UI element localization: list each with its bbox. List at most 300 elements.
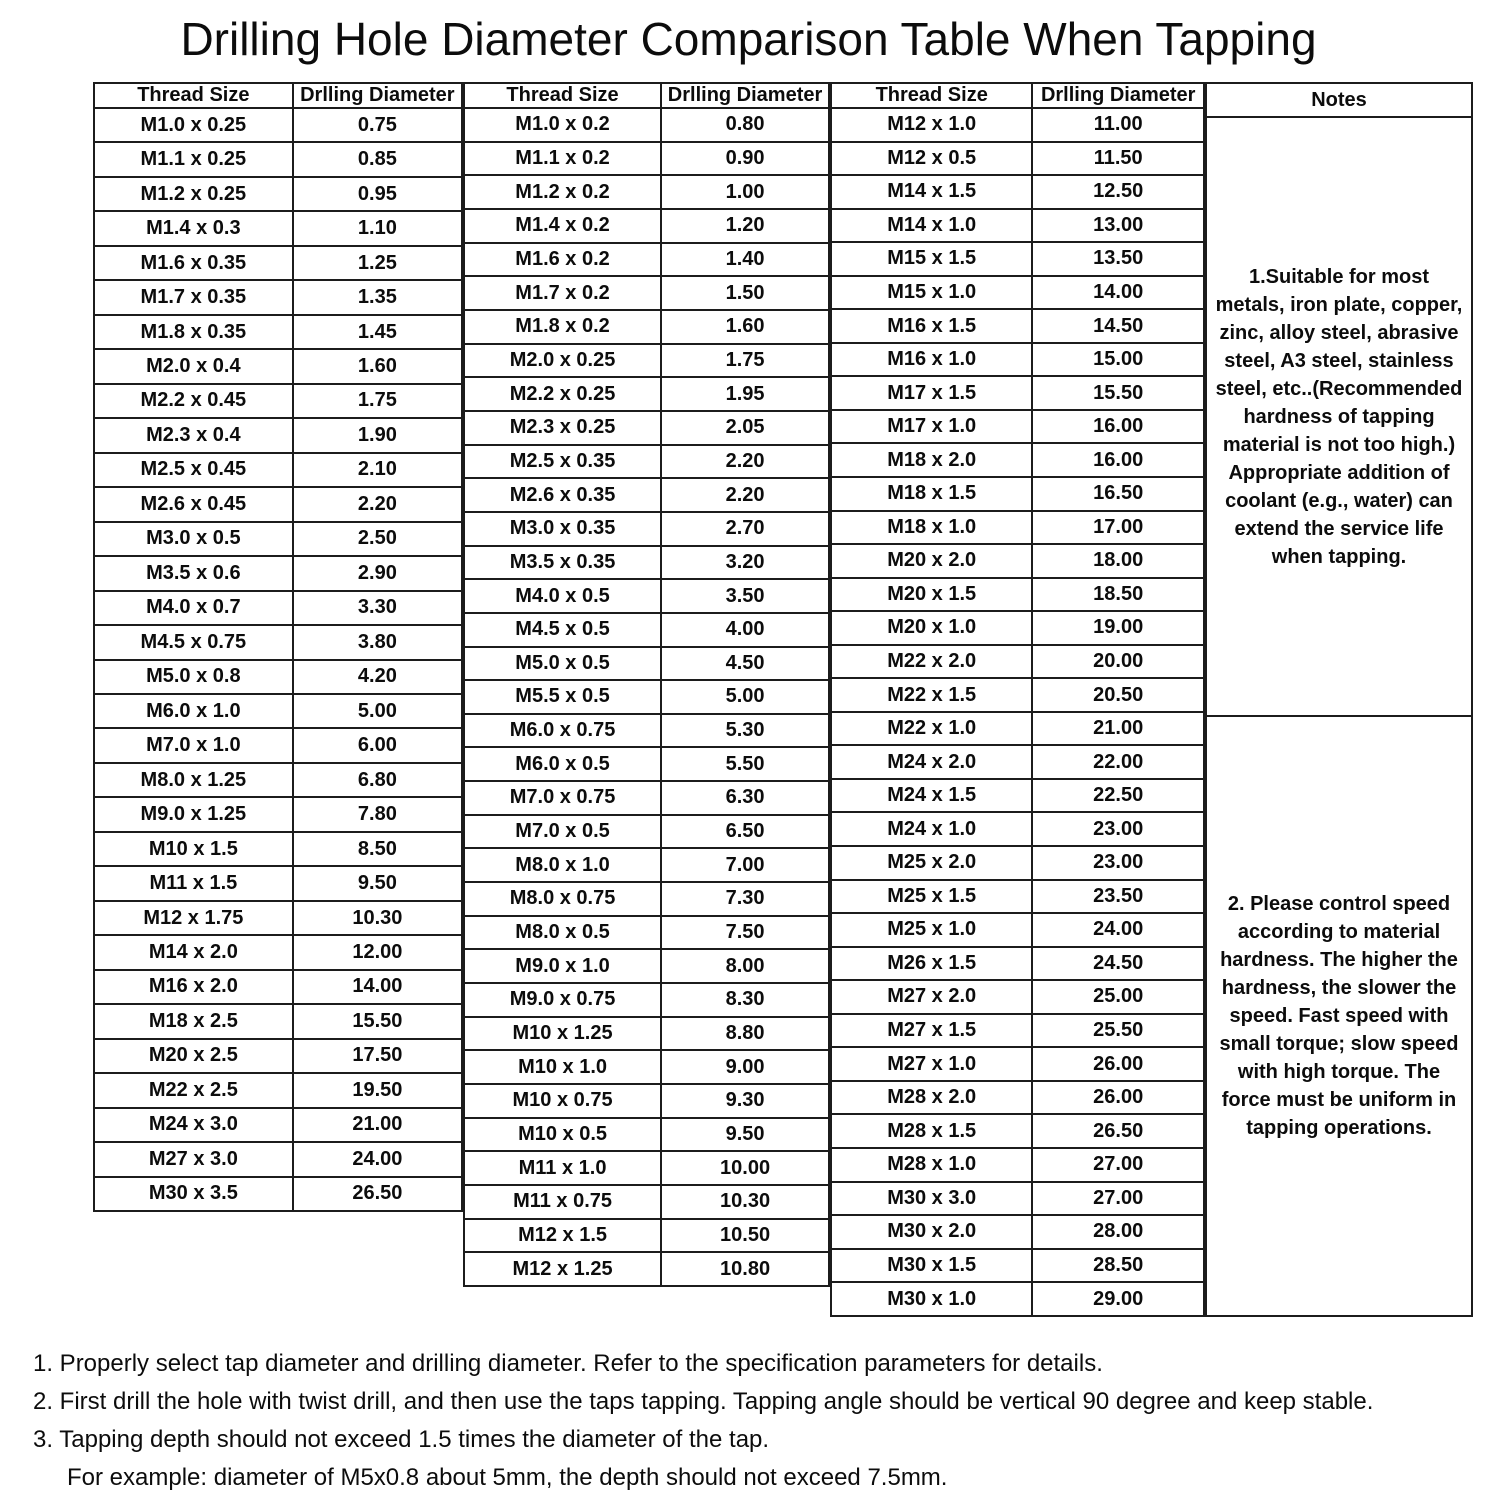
thread-size-cell: M7.0 x 1.0 bbox=[94, 728, 293, 762]
drill-diameter-cell: 19.00 bbox=[1032, 611, 1204, 645]
drill-diameter-cell: 16.00 bbox=[1032, 410, 1204, 444]
drill-diameter-cell: 24.00 bbox=[1032, 913, 1204, 947]
thread-size-cell: M18 x 2.5 bbox=[94, 1004, 293, 1038]
table-row bbox=[464, 815, 829, 849]
thread-size-cell: M27 x 1.5 bbox=[831, 1014, 1032, 1048]
thread-size-cell: M6.0 x 1.0 bbox=[94, 694, 293, 728]
table-row bbox=[464, 1151, 829, 1185]
drill-diameter-cell: 26.00 bbox=[1032, 1047, 1204, 1081]
thread-size-cell: M14 x 1.5 bbox=[831, 175, 1032, 209]
drill-diameter-cell: 1.60 bbox=[293, 349, 462, 383]
table-row bbox=[94, 935, 462, 969]
drill-diameter-cell: 28.50 bbox=[1032, 1249, 1204, 1283]
drill-diameter-cell: 23.00 bbox=[1032, 846, 1204, 880]
page-title: Drilling Hole Diameter Comparison Table When Tapping bbox=[180, 13, 1317, 65]
table-row bbox=[831, 1014, 1204, 1048]
thread-size-cell: M10 x 1.25 bbox=[464, 1017, 661, 1051]
thread-size-cell: M8.0 x 1.0 bbox=[464, 848, 661, 882]
drill-diameter-cell: 6.50 bbox=[661, 815, 829, 849]
table-row bbox=[831, 1249, 1204, 1283]
drill-diameter-cell: 2.90 bbox=[293, 556, 462, 590]
thread-size-cell: M11 x 1.0 bbox=[464, 1151, 661, 1185]
table-row bbox=[831, 544, 1204, 578]
table-row bbox=[94, 866, 462, 900]
thread-size-cell: M17 x 1.0 bbox=[831, 410, 1032, 444]
drill-diameter-cell: 29.00 bbox=[1032, 1282, 1204, 1316]
drill-diameter-cell: 6.30 bbox=[661, 781, 829, 815]
header-row bbox=[94, 83, 462, 108]
thread-size-cell: M20 x 2.5 bbox=[94, 1039, 293, 1073]
table-row bbox=[831, 812, 1204, 846]
table-row bbox=[464, 983, 829, 1017]
thread-size-cell: M1.8 x 0.2 bbox=[464, 310, 661, 344]
table-row bbox=[831, 947, 1204, 981]
drill-diameter-cell: 23.00 bbox=[1032, 812, 1204, 846]
footnote-line: 1. Properly select tap diameter and drilling diameter. Refer to the specification parameters for details. bbox=[33, 1350, 1103, 1377]
thread-size-cell: M28 x 1.5 bbox=[831, 1114, 1032, 1148]
table-row bbox=[464, 781, 829, 815]
table-row bbox=[831, 410, 1204, 444]
thread-size-cell: M3.0 x 0.35 bbox=[464, 512, 661, 546]
drill-diameter-cell: 1.00 bbox=[661, 175, 829, 209]
thread-size-cell: M2.6 x 0.35 bbox=[464, 478, 661, 512]
table-row bbox=[831, 1182, 1204, 1216]
drill-diameter-cell: 22.50 bbox=[1032, 779, 1204, 813]
drill-diameter-cell: 3.50 bbox=[661, 579, 829, 613]
drill-diameter-cell: 20.00 bbox=[1032, 645, 1204, 679]
drill-diameter-cell: 1.60 bbox=[661, 310, 829, 344]
thread-size-cell: M12 x 0.5 bbox=[831, 142, 1032, 176]
drill-diameter-cell: 3.80 bbox=[293, 625, 462, 659]
drill-diameter-cell: 10.50 bbox=[661, 1219, 829, 1253]
table-row bbox=[94, 522, 462, 556]
drill-diameter-cell: 7.50 bbox=[661, 916, 829, 950]
drill-diameter-cell: 1.10 bbox=[293, 211, 462, 245]
drill-diameter-cell: 7.80 bbox=[293, 797, 462, 831]
table-row bbox=[831, 376, 1204, 410]
thread-table-middle bbox=[463, 82, 830, 1287]
drill-diameter-cell: 14.00 bbox=[293, 970, 462, 1004]
table-row bbox=[94, 901, 462, 935]
drill-diameter-cell: 5.00 bbox=[293, 694, 462, 728]
thread-size-cell: M22 x 1.0 bbox=[831, 712, 1032, 746]
table-row bbox=[94, 1108, 462, 1142]
drill-diameter-cell: 25.50 bbox=[1032, 1014, 1204, 1048]
drill-diameter-cell: 4.20 bbox=[293, 660, 462, 694]
table-row bbox=[94, 1039, 462, 1073]
drill-diameter-cell: 13.50 bbox=[1032, 242, 1204, 276]
drill-diameter-cell: 12.50 bbox=[1032, 175, 1204, 209]
thread-size-cell: M1.7 x 0.35 bbox=[94, 280, 293, 314]
table-row bbox=[831, 712, 1204, 746]
table-row bbox=[94, 797, 462, 831]
drill-diameter-cell: 15.00 bbox=[1032, 343, 1204, 377]
drill-diameter-cell: 5.30 bbox=[661, 714, 829, 748]
thread-size-cell: M14 x 1.0 bbox=[831, 209, 1032, 243]
drill-diameter-cell: 8.50 bbox=[293, 832, 462, 866]
thread-size-cell: M1.6 x 0.2 bbox=[464, 243, 661, 277]
comparison-table bbox=[93, 82, 1497, 1317]
table-row bbox=[464, 108, 829, 142]
drill-diameter-cell: 2.20 bbox=[661, 478, 829, 512]
thread-size-cell: M30 x 1.5 bbox=[831, 1249, 1032, 1283]
thread-size-cell: M30 x 3.0 bbox=[831, 1182, 1032, 1216]
table-row bbox=[94, 625, 462, 659]
drill-diameter-cell: 1.75 bbox=[661, 344, 829, 378]
table-row bbox=[94, 1004, 462, 1038]
table-row bbox=[464, 478, 829, 512]
thread-size-cell: M12 x 1.75 bbox=[94, 901, 293, 935]
note-1-cell: 1.Suitable for most metals, iron plate, copper, zinc, alloy steel, abrasive steel, A3 steel, stainless steel, etc..(Recommended hardness of tapping material is not too high.) Appropriate addition of coolant (e.g., water) can extend the service life when tapping. bbox=[1207, 118, 1471, 717]
drill-diameter-cell: 20.50 bbox=[1032, 678, 1204, 712]
thread-size-cell: M14 x 2.0 bbox=[94, 935, 293, 969]
table-row bbox=[94, 453, 462, 487]
thread-size-cell: M17 x 1.5 bbox=[831, 376, 1032, 410]
thread-size-header: Thread Size bbox=[464, 83, 661, 108]
thread-size-cell: M2.2 x 0.45 bbox=[94, 384, 293, 418]
drill-diameter-cell: 14.50 bbox=[1032, 309, 1204, 343]
table-row bbox=[831, 1282, 1204, 1316]
table-row bbox=[94, 315, 462, 349]
thread-size-cell: M27 x 1.0 bbox=[831, 1047, 1032, 1081]
drill-diameter-cell: 8.80 bbox=[661, 1017, 829, 1051]
drill-diameter-cell: 17.00 bbox=[1032, 511, 1204, 545]
thread-size-cell: M10 x 0.75 bbox=[464, 1084, 661, 1118]
drill-diameter-cell: 6.80 bbox=[293, 763, 462, 797]
drill-diameter-header: Drlling Diameter bbox=[293, 83, 462, 108]
drill-diameter-cell: 8.00 bbox=[661, 949, 829, 983]
thread-size-cell: M11 x 0.75 bbox=[464, 1185, 661, 1219]
table-row bbox=[831, 309, 1204, 343]
table-row bbox=[94, 728, 462, 762]
drill-diameter-cell: 25.00 bbox=[1032, 980, 1204, 1014]
table-row bbox=[831, 1215, 1204, 1249]
table-row bbox=[464, 243, 829, 277]
drill-diameter-cell: 7.30 bbox=[661, 882, 829, 916]
thread-size-cell: M9.0 x 1.25 bbox=[94, 797, 293, 831]
drill-diameter-cell: 26.50 bbox=[293, 1177, 462, 1211]
drill-diameter-cell: 16.00 bbox=[1032, 443, 1204, 477]
header-row bbox=[464, 83, 829, 108]
thread-size-cell: M15 x 1.0 bbox=[831, 276, 1032, 310]
table-row bbox=[464, 512, 829, 546]
table-row bbox=[831, 108, 1204, 142]
thread-size-header: Thread Size bbox=[831, 83, 1032, 108]
drill-diameter-cell: 1.40 bbox=[661, 243, 829, 277]
header-row bbox=[831, 83, 1204, 108]
table-row bbox=[831, 645, 1204, 679]
drill-diameter-cell: 19.50 bbox=[293, 1073, 462, 1107]
thread-size-cell: M8.0 x 0.5 bbox=[464, 916, 661, 950]
thread-size-cell: M2.5 x 0.45 bbox=[94, 453, 293, 487]
footnote-line: 3. Tapping depth should not exceed 1.5 times the diameter of the tap. bbox=[33, 1426, 770, 1453]
thread-size-cell: M15 x 1.5 bbox=[831, 242, 1032, 276]
thread-size-cell: M1.7 x 0.2 bbox=[464, 276, 661, 310]
table-row bbox=[831, 477, 1204, 511]
drill-diameter-cell: 2.20 bbox=[293, 487, 462, 521]
thread-size-cell: M2.2 x 0.25 bbox=[464, 377, 661, 411]
thread-size-cell: M16 x 1.0 bbox=[831, 343, 1032, 377]
table-row bbox=[464, 209, 829, 243]
thread-size-cell: M8.0 x 1.25 bbox=[94, 763, 293, 797]
thread-size-cell: M7.0 x 0.75 bbox=[464, 781, 661, 815]
thread-size-cell: M6.0 x 0.5 bbox=[464, 747, 661, 781]
drill-diameter-cell: 1.45 bbox=[293, 315, 462, 349]
thread-size-cell: M20 x 2.0 bbox=[831, 544, 1032, 578]
thread-size-cell: M3.5 x 0.6 bbox=[94, 556, 293, 590]
table-row bbox=[464, 1050, 829, 1084]
thread-size-cell: M4.0 x 0.5 bbox=[464, 579, 661, 613]
table-row bbox=[464, 1017, 829, 1051]
thread-size-cell: M1.0 x 0.2 bbox=[464, 108, 661, 142]
drill-diameter-cell: 15.50 bbox=[293, 1004, 462, 1038]
drill-diameter-cell: 1.35 bbox=[293, 280, 462, 314]
notes-column bbox=[1205, 82, 1473, 1317]
thread-size-cell: M24 x 3.0 bbox=[94, 1108, 293, 1142]
table-row bbox=[94, 349, 462, 383]
table-row bbox=[831, 276, 1204, 310]
drill-diameter-cell: 21.00 bbox=[1032, 712, 1204, 746]
thread-size-cell: M1.4 x 0.3 bbox=[94, 211, 293, 245]
table-row bbox=[94, 1142, 462, 1176]
thread-size-cell: M25 x 1.5 bbox=[831, 880, 1032, 914]
thread-size-cell: M27 x 3.0 bbox=[94, 1142, 293, 1176]
drill-diameter-cell: 2.10 bbox=[293, 453, 462, 487]
drill-diameter-header: Drlling Diameter bbox=[661, 83, 829, 108]
thread-size-cell: M22 x 1.5 bbox=[831, 678, 1032, 712]
table-row bbox=[831, 611, 1204, 645]
thread-size-cell: M26 x 1.5 bbox=[831, 947, 1032, 981]
thread-size-cell: M5.0 x 0.8 bbox=[94, 660, 293, 694]
thread-size-cell: M12 x 1.25 bbox=[464, 1252, 661, 1286]
table-row bbox=[94, 177, 462, 211]
thread-size-cell: M4.0 x 0.7 bbox=[94, 591, 293, 625]
drill-diameter-cell: 4.50 bbox=[661, 647, 829, 681]
table-row bbox=[464, 949, 829, 983]
footnote-line: 2. First drill the hole with twist drill, and then use the taps tapping. Tapping angle should be vertical 90 degree and keep stable. bbox=[33, 1388, 1374, 1415]
table-row bbox=[94, 591, 462, 625]
note-2-cell: 2. Please control speed according to material hardness. The higher the hardness, the slower the speed. Fast speed with small torque; slow speed with high torque. The force must be uniform in tapping operations. bbox=[1219, 893, 1459, 1139]
thread-size-cell: M5.5 x 0.5 bbox=[464, 680, 661, 714]
thread-size-cell: M18 x 2.0 bbox=[831, 443, 1032, 477]
drill-diameter-cell: 5.50 bbox=[661, 747, 829, 781]
thread-size-cell: M2.0 x 0.25 bbox=[464, 344, 661, 378]
drill-diameter-cell: 17.50 bbox=[293, 1039, 462, 1073]
drill-diameter-cell: 9.50 bbox=[661, 1118, 829, 1152]
table-row bbox=[464, 579, 829, 613]
thread-table-right bbox=[830, 82, 1205, 1317]
thread-size-cell: M28 x 2.0 bbox=[831, 1081, 1032, 1115]
table-row bbox=[464, 1252, 829, 1286]
thread-size-cell: M22 x 2.5 bbox=[94, 1073, 293, 1107]
drill-diameter-cell: 2.20 bbox=[661, 445, 829, 479]
drill-diameter-cell: 10.00 bbox=[661, 1151, 829, 1185]
drill-diameter-cell: 3.20 bbox=[661, 546, 829, 580]
drill-diameter-cell: 27.00 bbox=[1032, 1148, 1204, 1182]
thread-size-cell: M7.0 x 0.5 bbox=[464, 815, 661, 849]
table-row bbox=[464, 848, 829, 882]
table-row bbox=[464, 1084, 829, 1118]
table-row bbox=[464, 613, 829, 647]
thread-size-cell: M8.0 x 0.75 bbox=[464, 882, 661, 916]
thread-size-cell: M25 x 2.0 bbox=[831, 846, 1032, 880]
table-row bbox=[464, 747, 829, 781]
table-row bbox=[94, 832, 462, 866]
table-row bbox=[831, 779, 1204, 813]
drill-diameter-cell: 24.50 bbox=[1032, 947, 1204, 981]
thread-size-cell: M3.0 x 0.5 bbox=[94, 522, 293, 556]
thread-size-cell: M9.0 x 0.75 bbox=[464, 983, 661, 1017]
drill-diameter-cell: 18.50 bbox=[1032, 578, 1204, 612]
thread-size-cell: M4.5 x 0.5 bbox=[464, 613, 661, 647]
table-row bbox=[464, 546, 829, 580]
drill-diameter-cell: 12.00 bbox=[293, 935, 462, 969]
table-row bbox=[464, 916, 829, 950]
drill-diameter-cell: 0.90 bbox=[661, 142, 829, 176]
table-row bbox=[831, 142, 1204, 176]
table-row bbox=[831, 880, 1204, 914]
table-row bbox=[94, 660, 462, 694]
table-row bbox=[94, 246, 462, 280]
table-row bbox=[464, 680, 829, 714]
table-row bbox=[831, 846, 1204, 880]
thread-size-cell: M24 x 2.0 bbox=[831, 745, 1032, 779]
drill-diameter-cell: 18.00 bbox=[1032, 544, 1204, 578]
drill-diameter-cell: 1.25 bbox=[293, 246, 462, 280]
thread-size-cell: M2.5 x 0.35 bbox=[464, 445, 661, 479]
drill-diameter-cell: 13.00 bbox=[1032, 209, 1204, 243]
table-row bbox=[831, 678, 1204, 712]
drill-diameter-header: Drlling Diameter bbox=[1032, 83, 1204, 108]
table-row bbox=[94, 763, 462, 797]
table-row bbox=[464, 344, 829, 378]
table-row bbox=[831, 1148, 1204, 1182]
thread-size-cell: M2.3 x 0.25 bbox=[464, 411, 661, 445]
table-row bbox=[831, 209, 1204, 243]
thread-size-cell: M20 x 1.5 bbox=[831, 578, 1032, 612]
table-row bbox=[464, 411, 829, 445]
thread-size-cell: M1.6 x 0.35 bbox=[94, 246, 293, 280]
table-row bbox=[831, 578, 1204, 612]
thread-size-cell: M10 x 0.5 bbox=[464, 1118, 661, 1152]
table-row bbox=[94, 1073, 462, 1107]
thread-size-cell: M2.0 x 0.4 bbox=[94, 349, 293, 383]
drill-diameter-cell: 8.30 bbox=[661, 983, 829, 1017]
table-row bbox=[831, 913, 1204, 947]
drill-diameter-cell: 9.50 bbox=[293, 866, 462, 900]
drill-diameter-cell: 9.00 bbox=[661, 1050, 829, 1084]
thread-size-cell: M3.5 x 0.35 bbox=[464, 546, 661, 580]
drill-diameter-cell: 11.50 bbox=[1032, 142, 1204, 176]
thread-size-cell: M16 x 1.5 bbox=[831, 309, 1032, 343]
drill-diameter-cell: 23.50 bbox=[1032, 880, 1204, 914]
thread-size-cell: M24 x 1.0 bbox=[831, 812, 1032, 846]
drill-diameter-cell: 2.50 bbox=[293, 522, 462, 556]
thread-size-cell: M12 x 1.5 bbox=[464, 1219, 661, 1253]
thread-size-cell: M1.1 x 0.2 bbox=[464, 142, 661, 176]
drill-diameter-cell: 0.85 bbox=[293, 142, 462, 176]
thread-size-cell: M11 x 1.5 bbox=[94, 866, 293, 900]
thread-table-left bbox=[93, 82, 463, 1212]
table-row bbox=[94, 108, 462, 142]
table-row bbox=[464, 647, 829, 681]
drill-diameter-cell: 7.00 bbox=[661, 848, 829, 882]
table-row bbox=[464, 142, 829, 176]
thread-size-cell: M30 x 1.0 bbox=[831, 1282, 1032, 1316]
thread-size-cell: M24 x 1.5 bbox=[831, 779, 1032, 813]
drill-diameter-cell: 0.80 bbox=[661, 108, 829, 142]
table-row bbox=[464, 310, 829, 344]
drill-diameter-cell: 22.00 bbox=[1032, 745, 1204, 779]
table-row bbox=[831, 1081, 1204, 1115]
drill-diameter-cell: 2.70 bbox=[661, 512, 829, 546]
table-row bbox=[831, 745, 1204, 779]
thread-size-cell: M9.0 x 1.0 bbox=[464, 949, 661, 983]
thread-size-cell: M1.8 x 0.35 bbox=[94, 315, 293, 349]
drill-diameter-cell: 5.00 bbox=[661, 680, 829, 714]
table-row bbox=[831, 443, 1204, 477]
drill-diameter-cell: 26.50 bbox=[1032, 1114, 1204, 1148]
thread-size-cell: M18 x 1.0 bbox=[831, 511, 1032, 545]
thread-size-cell: M1.1 x 0.25 bbox=[94, 142, 293, 176]
table-row bbox=[94, 384, 462, 418]
thread-size-cell: M4.5 x 0.75 bbox=[94, 625, 293, 659]
thread-size-cell: M18 x 1.5 bbox=[831, 477, 1032, 511]
table-row bbox=[94, 1177, 462, 1211]
thread-size-cell: M2.6 x 0.45 bbox=[94, 487, 293, 521]
thread-size-header: Thread Size bbox=[94, 83, 293, 108]
drill-diameter-cell: 21.00 bbox=[293, 1108, 462, 1142]
thread-size-cell: M20 x 1.0 bbox=[831, 611, 1032, 645]
drill-diameter-cell: 10.30 bbox=[661, 1185, 829, 1219]
drill-diameter-cell: 27.00 bbox=[1032, 1182, 1204, 1216]
thread-size-cell: M25 x 1.0 bbox=[831, 913, 1032, 947]
table-row bbox=[464, 445, 829, 479]
drill-diameter-cell: 0.75 bbox=[293, 108, 462, 142]
footnote-line: For example: diameter of M5x0.8 about 5mm, the depth should not exceed 7.5mm. bbox=[67, 1464, 948, 1491]
thread-size-cell: M12 x 1.0 bbox=[831, 108, 1032, 142]
drill-diameter-cell: 16.50 bbox=[1032, 477, 1204, 511]
drill-diameter-cell: 4.00 bbox=[661, 613, 829, 647]
thread-size-cell: M10 x 1.0 bbox=[464, 1050, 661, 1084]
drill-diameter-cell: 14.00 bbox=[1032, 276, 1204, 310]
drill-diameter-cell: 6.00 bbox=[293, 728, 462, 762]
table-row bbox=[464, 175, 829, 209]
thread-size-cell: M2.3 x 0.4 bbox=[94, 418, 293, 452]
thread-size-cell: M30 x 2.0 bbox=[831, 1215, 1032, 1249]
drill-diameter-cell: 1.20 bbox=[661, 209, 829, 243]
thread-size-cell: M28 x 1.0 bbox=[831, 1148, 1032, 1182]
notes-header: Notes bbox=[1207, 84, 1471, 118]
table-row bbox=[464, 714, 829, 748]
table-row bbox=[831, 511, 1204, 545]
table-row bbox=[831, 175, 1204, 209]
table-row bbox=[464, 1118, 829, 1152]
table-row bbox=[94, 418, 462, 452]
drill-diameter-cell: 9.30 bbox=[661, 1084, 829, 1118]
drill-diameter-cell: 15.50 bbox=[1032, 376, 1204, 410]
table-row bbox=[94, 487, 462, 521]
table-row bbox=[831, 980, 1204, 1014]
thread-size-cell: M1.0 x 0.25 bbox=[94, 108, 293, 142]
table-row bbox=[94, 694, 462, 728]
table-row bbox=[464, 882, 829, 916]
table-row bbox=[94, 142, 462, 176]
thread-size-cell: M1.2 x 0.2 bbox=[464, 175, 661, 209]
table-row bbox=[94, 211, 462, 245]
thread-size-cell: M22 x 2.0 bbox=[831, 645, 1032, 679]
drill-diameter-cell: 24.00 bbox=[293, 1142, 462, 1176]
